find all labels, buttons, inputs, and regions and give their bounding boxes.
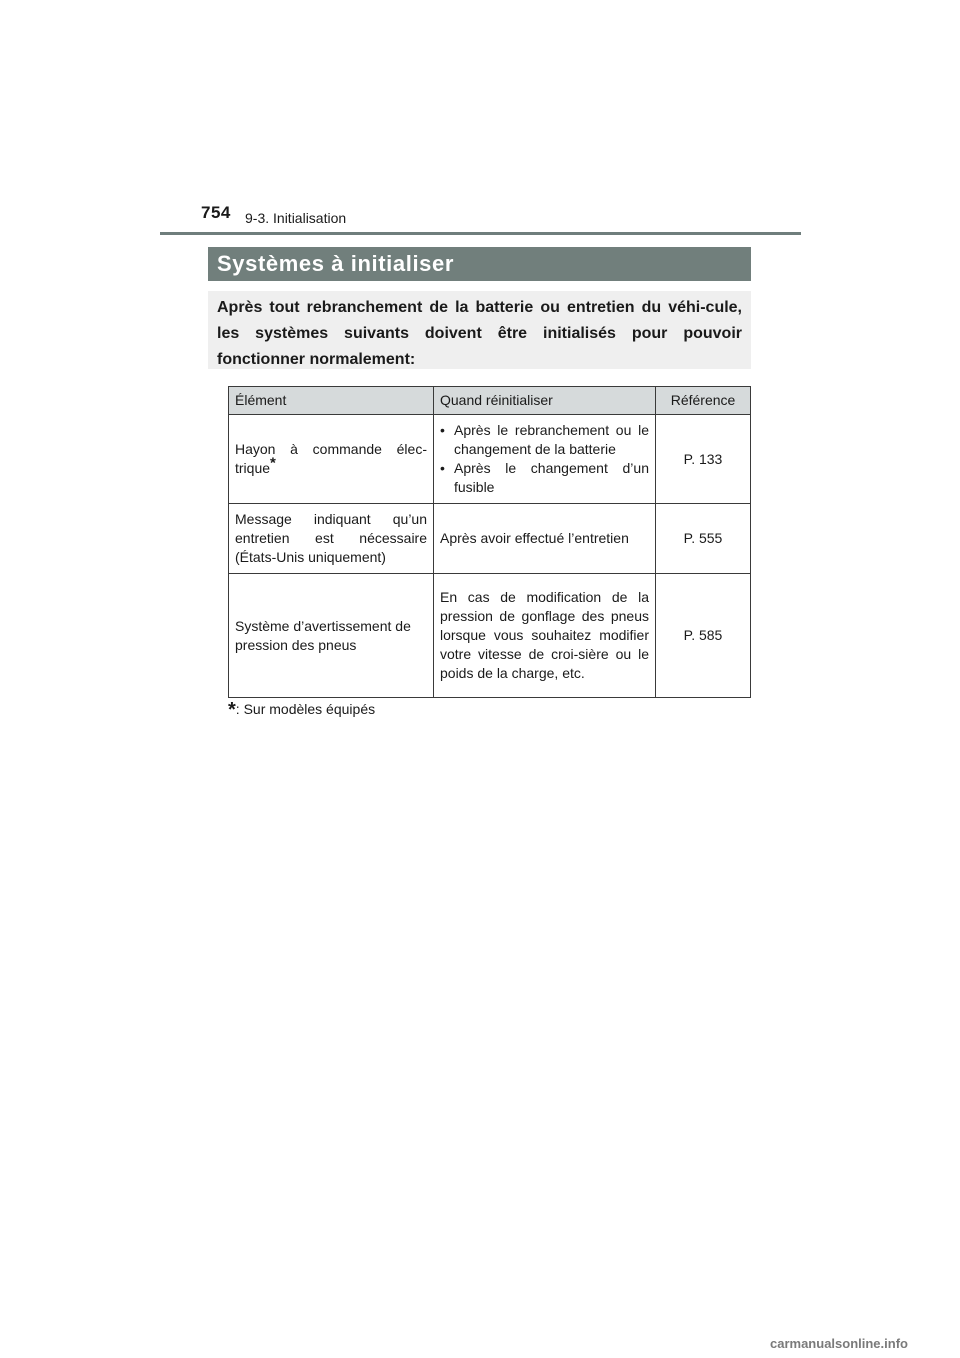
initialisation-table [228, 386, 751, 698]
section-title: Systèmes à initialiser [217, 251, 454, 276]
watermark: carmanualsonline.info [770, 1336, 908, 1351]
header-element: Élément [229, 387, 434, 415]
row-element: Message indiquant qu’un entretien est nécessaire (États-Unis uniquement) [229, 504, 434, 574]
header-rule [160, 232, 801, 235]
page-number: 754 [201, 203, 231, 222]
table-header-row [229, 387, 751, 415]
row-when: Après avoir effectué l’entretien [434, 504, 656, 574]
section-label: 9-3. Initialisation [245, 210, 347, 226]
row-when: En cas de modification de la pression de gonflage des pneus lorsque vous souhaitez modifier votre vitesse de croi-sière ou le poids de la charge, etc. [434, 574, 656, 698]
row-element [229, 415, 434, 504]
intro-box [208, 291, 751, 369]
when-list [440, 421, 649, 497]
row-reference: P. 585 [656, 574, 751, 698]
row-when [434, 415, 656, 504]
header-when: Quand réinitialiser [434, 387, 656, 415]
footnote-marker: * [270, 454, 276, 472]
table-row [229, 415, 751, 504]
row-element: Système d’avertissement de pression des pneus [229, 574, 434, 698]
table-row [229, 574, 751, 698]
header-reference: Référence [656, 387, 751, 415]
footnote-mark: * [228, 699, 236, 721]
list-item: • Après le rebranchement ou le changement de la batterie [440, 421, 649, 459]
table-row [229, 504, 751, 574]
list-item: • Après le changement d’un fusible [440, 459, 649, 497]
footnote-text: : Sur modèles équipés [235, 701, 376, 717]
intro-text: Après tout rebranchement de la batterie ou entretien du véhi-cule, les systèmes suivants doivent être initialisés pour pouvoir fonctionner normalement: [217, 299, 742, 368]
row-reference: P. 133 [656, 415, 751, 504]
footnote [228, 699, 375, 722]
row-reference: P. 555 [656, 504, 751, 574]
section-title-band [208, 247, 751, 281]
row-element-text: Hayon à commande élec-trique [235, 441, 427, 476]
